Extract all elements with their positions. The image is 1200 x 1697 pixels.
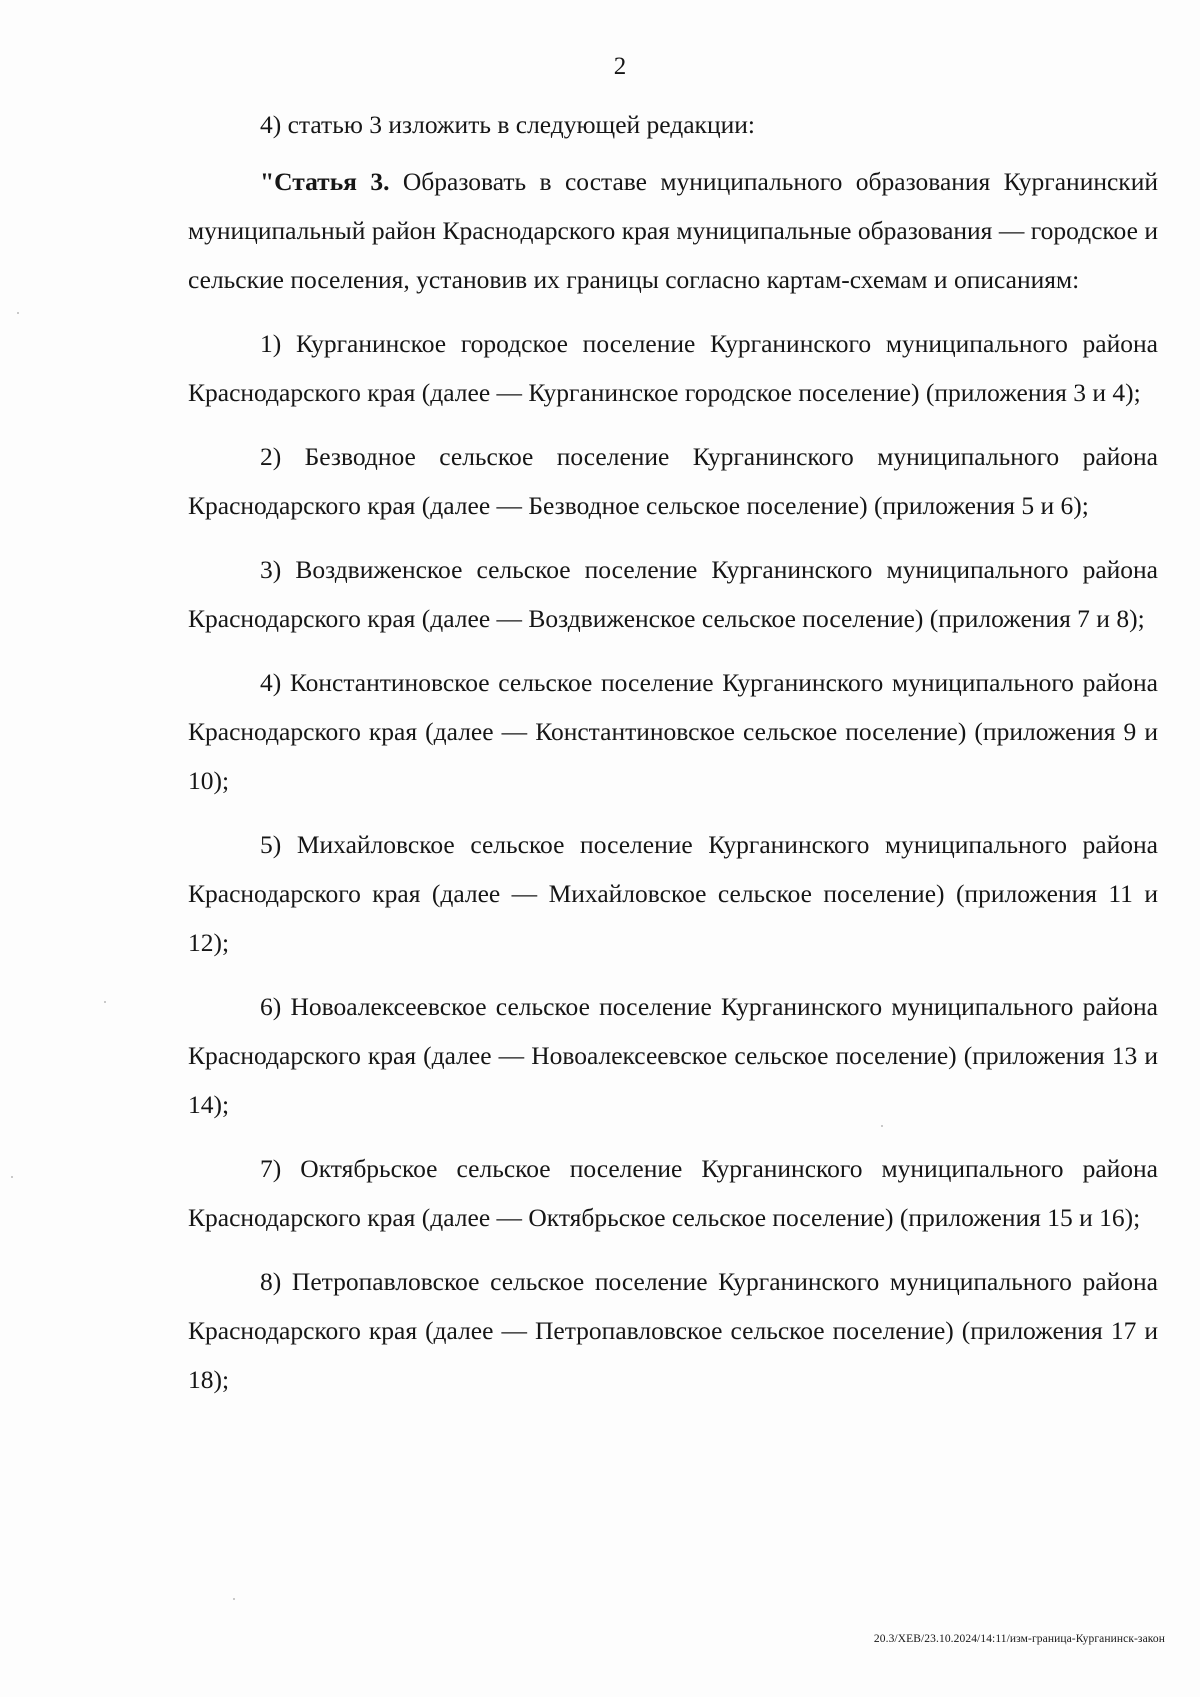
scan-speck	[104, 1001, 106, 1003]
settlement-item-8: 8) Петропавловское сельское поселение Курганинского муниципального района Краснодарского края (далее — Петропавловское сельское поселение) (приложения 17 и 18);	[188, 1267, 1158, 1394]
settlement-item-4: 4) Константиновское сельское поселение Курганинского муниципального района Краснодарского края (далее — Константиновское сельское поселение) (приложения 9 и 10);	[188, 668, 1158, 795]
settlement-item-1: 1) Курганинское городское поселение Курганинского муниципального района Краснодарского края (далее — Курганинское городское поселение) (приложения 3 и 4);	[188, 329, 1158, 407]
article-text: Образовать в составе муниципального образования Курганинский муниципальный район Краснодарского края муниципальные образования — городское и сельские поселения, установив их границы согласно картам-схемам и описаниям:	[188, 167, 1158, 294]
scan-speck	[11, 1176, 13, 1178]
settlement-item-3: 3) Воздвиженское сельское поселение Курганинского муниципального района Краснодарского края (далее — Воздвиженское сельское поселение) (приложения 7 и 8);	[188, 555, 1158, 633]
settlement-item-7: 7) Октябрьское сельское поселение Курганинского муниципального района Краснодарского края (далее — Октябрьское сельское поселение) (приложения 15 и 16);	[188, 1154, 1158, 1232]
article-3-paragraph	[188, 157, 1158, 304]
article-heading: "Статья 3.	[260, 167, 390, 196]
scan-speck	[881, 1125, 883, 1127]
amendment-intro: 4) статью 3 изложить в следующей редакции:	[260, 110, 755, 139]
settlement-item-6: 6) Новоалексеевское сельское поселение Курганинского муниципального района Краснодарского края (далее — Новоалексеевское сельское поселение) (приложения 13 и 14);	[188, 992, 1158, 1119]
scan-speck	[233, 1598, 235, 1600]
settlement-item-2: 2) Безводное сельское поселение Курганинского муниципального района Краснодарского края (далее — Безводное сельское поселение) (приложения 5 и 6);	[188, 442, 1158, 520]
page-number: 2	[613, 53, 627, 80]
document-footer-code: 20.3/ХЕВ/23.10.2024/14:11/изм-граница-Курганинск-закон	[873, 1633, 1165, 1645]
scan-speck	[17, 312, 19, 314]
document-body	[188, 100, 1158, 1419]
settlement-item-5: 5) Михайловское сельское поселение Курганинского муниципального района Краснодарского края (далее — Михайловское сельское поселение) (приложения 11 и 12);	[188, 830, 1158, 957]
